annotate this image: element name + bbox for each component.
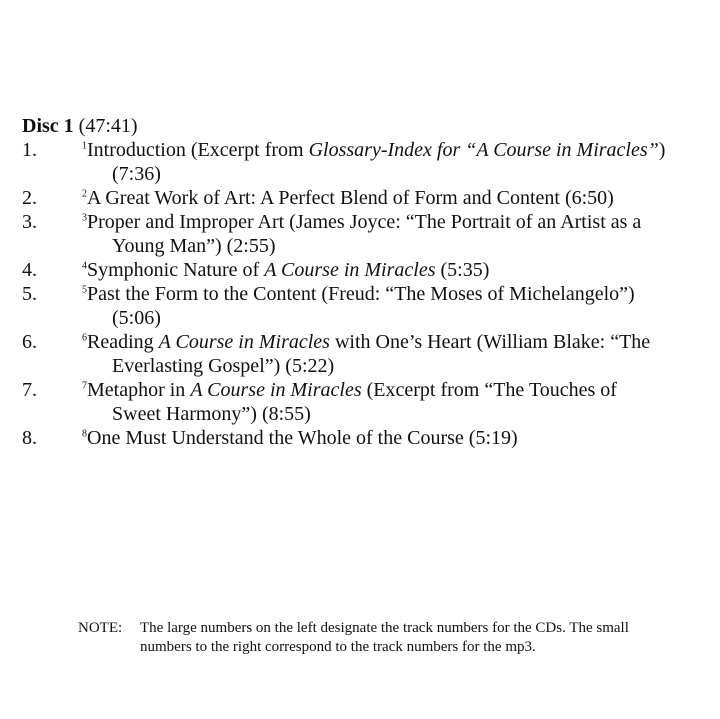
track-cd-number: 8. [22, 427, 37, 449]
track-title-continuation: (5:06) [112, 307, 161, 329]
track-item [22, 138, 702, 186]
track-title-text: with One’s Heart (William Blake: “The [329, 331, 651, 353]
track-title-line [82, 138, 702, 162]
track-title-italic: A Course in Miracles [264, 259, 436, 281]
track-title-line [82, 378, 702, 402]
track-title-text: Reading [87, 331, 159, 353]
track-item [22, 282, 702, 330]
disc-heading [22, 114, 138, 138]
track-item [22, 378, 702, 426]
track-title-text: One Must Understand the Whole of the Course (5:19) [87, 427, 518, 449]
track-title-continuation: Everlasting Gospel”) (5:22) [112, 355, 335, 377]
track-title-text: Proper and Improper Art (James Joyce: “The Portrait of an Artist as a [87, 211, 642, 233]
track-title-text: Metaphor in [87, 379, 191, 401]
track-title-text: A Great Work of Art: A Perfect Blend of Form and Content (6:50) [87, 187, 614, 209]
track-cd-number: 1. [22, 139, 37, 161]
track-item [22, 186, 702, 210]
track-title-continuation: Young Man”) (2:55) [112, 235, 276, 257]
track-title-text: Symphonic Nature of [87, 259, 265, 281]
track-mp3-number: 7 [82, 380, 87, 392]
track-title-line [82, 258, 702, 282]
track-item [22, 210, 702, 258]
track-title [82, 258, 702, 282]
track-title [82, 282, 702, 330]
track-mp3-number: 5 [82, 284, 87, 296]
track-title-text: Past the Form to the Content (Freud: “The Moses of Michelangelo”) [87, 283, 635, 305]
track-title-text: Introduction (Excerpt from [87, 139, 309, 161]
track-title-italic: A Course in Miracles [190, 379, 362, 401]
track-title-continuation: Sweet Harmony”) (8:55) [112, 403, 311, 425]
disc-title: Disc 1 [22, 115, 74, 137]
track-title-continuation: (7:36) [112, 163, 161, 185]
track-title [82, 186, 702, 210]
track-title [82, 138, 702, 186]
track-title-text: (Excerpt from “The Touches of [361, 379, 617, 401]
track-list [22, 138, 702, 450]
track-mp3-number: 6 [82, 332, 87, 344]
track-title [82, 330, 702, 378]
track-mp3-number: 4 [82, 260, 87, 272]
track-mp3-number: 3 [82, 212, 87, 224]
track-title-line [82, 210, 702, 234]
disc-duration: (47:41) [78, 115, 138, 137]
track-mp3-number: 8 [82, 428, 87, 440]
track-title-text: ) [658, 139, 666, 161]
track-title-line [82, 330, 702, 354]
track-cd-number: 6. [22, 331, 37, 353]
note-label: NOTE: [78, 620, 123, 636]
track-title [82, 426, 702, 450]
track-item [22, 258, 702, 282]
track-cd-number: 7. [22, 379, 37, 401]
track-title-line [82, 426, 702, 450]
track-mp3-number: 2 [82, 188, 87, 200]
track-title-italic: Glossary-Index for “A Course in Miracles” [308, 139, 659, 161]
track-item [22, 426, 702, 450]
track-cd-number: 3. [22, 211, 37, 233]
note-text: The large numbers on the left designate the track numbers for the CDs. The small numbers to the right correspond to the track numbers for the mp3. [140, 620, 629, 655]
track-mp3-number: 1 [82, 140, 87, 152]
track-title-italic: A Course in Miracles [158, 331, 330, 353]
note [78, 619, 678, 657]
track-title [82, 378, 702, 426]
track-title-text: (5:35) [435, 259, 490, 281]
track-cd-number: 2. [22, 187, 37, 209]
track-title-line [82, 282, 702, 306]
track-cd-number: 4. [22, 259, 37, 281]
track-item [22, 330, 702, 378]
track-title [82, 210, 702, 258]
track-title-line [82, 186, 702, 210]
track-cd-number: 5. [22, 283, 37, 305]
